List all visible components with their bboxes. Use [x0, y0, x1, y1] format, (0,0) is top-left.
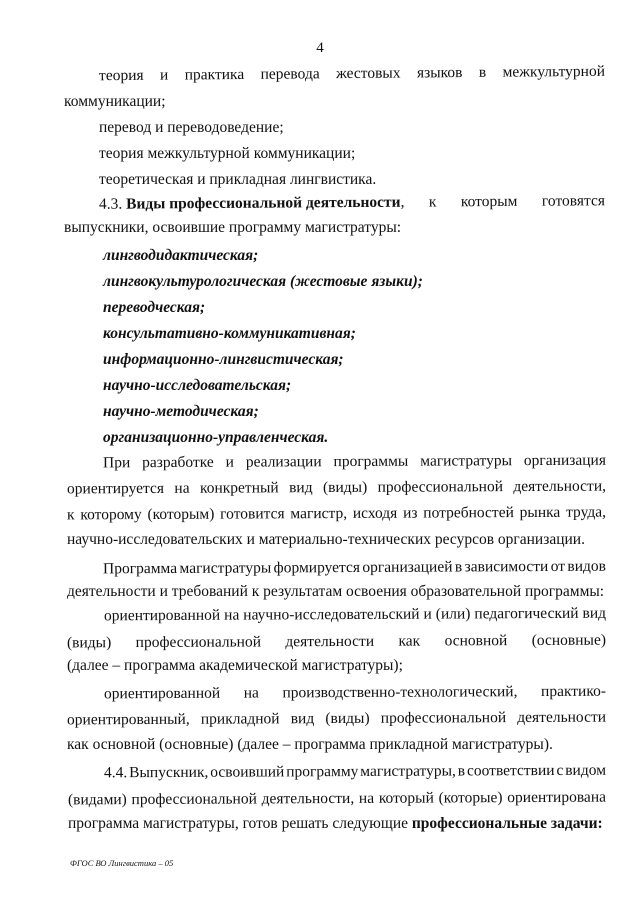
word: труда,: [566, 503, 607, 521]
word: из: [403, 504, 418, 522]
section-44-line-2: [68, 788, 606, 811]
word: на: [224, 606, 240, 624]
word: освоивший: [210, 763, 285, 781]
word: профессиональной: [377, 478, 504, 496]
para-forms-line-2: деятельности и требований к результатам освоения образовательной программы:: [67, 583, 605, 600]
word: в: [478, 63, 487, 81]
activity-item: лингводидактическая;: [103, 247, 259, 264]
para-dev-line-2: [67, 477, 606, 500]
word: теория: [98, 66, 144, 85]
word: которому: [80, 506, 142, 524]
word: программы: [333, 452, 409, 471]
word: рынка: [519, 503, 561, 522]
section-44-line-3: [68, 814, 603, 834]
intro-line-1: [99, 62, 605, 86]
section-number: 4.3.: [98, 195, 123, 213]
word: (которым): [147, 505, 215, 523]
word: научно-исследовательский: [243, 605, 420, 624]
word: организацией: [362, 558, 453, 576]
section-44-line-1: [104, 761, 606, 784]
word: видом: [565, 761, 607, 779]
word: перевода: [260, 65, 320, 83]
section-43-heading-group: [99, 193, 405, 215]
para-dev-line-1: [103, 451, 606, 474]
word: (видами): [67, 791, 127, 809]
word: При: [102, 454, 131, 472]
word: производственно-технологический,: [282, 683, 518, 702]
word: (основные): [531, 631, 607, 649]
word: Программа: [102, 559, 178, 578]
word: 4.4.: [103, 764, 128, 782]
word: жестовых: [336, 64, 401, 83]
word: которым: [460, 192, 518, 211]
para-applied-line-2: [67, 708, 606, 731]
word: ориентируется: [66, 479, 165, 498]
word: прикладной: [200, 710, 280, 728]
word: и: [423, 605, 432, 623]
word: как: [398, 632, 421, 650]
word: потребностей: [423, 504, 514, 522]
word: к: [428, 193, 437, 211]
page-number: 4: [316, 40, 324, 56]
list-item: перевод и переводоведение;: [99, 119, 284, 136]
para-applied-line-1: [104, 682, 606, 705]
word: разработке: [142, 453, 214, 472]
activity-item: научно-методическая;: [103, 403, 259, 420]
word: ориентированной: [103, 606, 221, 625]
word: межкультурной: [502, 62, 606, 81]
word: магистратуры: [179, 559, 272, 577]
professional-tasks-heading: профессиональные задачи:: [411, 815, 603, 832]
activity-item: переводческая;: [103, 299, 206, 316]
word: педагогический: [474, 604, 579, 623]
activity-item: организационно-управленческая.: [103, 429, 329, 446]
word: вид: [582, 604, 607, 622]
word: ,: [400, 193, 405, 211]
word: ориентированный,: [66, 710, 190, 729]
word: с: [556, 761, 564, 779]
word: готовятся: [541, 192, 606, 210]
word: на: [243, 684, 259, 702]
word: ориентированной: [103, 684, 221, 703]
word: магистр,: [290, 504, 348, 523]
word: конкретный: [199, 479, 279, 497]
para-dev-line-4: научно-исследовательских и материально-технических ресурсов организации.: [67, 531, 585, 548]
word: программу: [286, 762, 359, 781]
word: который: [378, 789, 434, 807]
para-academic-line-1: [104, 604, 606, 627]
word: видов: [567, 557, 607, 575]
word: и: [159, 66, 169, 84]
word: вид: [290, 710, 315, 728]
word: на: [174, 479, 190, 497]
word: (виды): [66, 634, 112, 652]
word: исходя: [352, 504, 398, 522]
activity-item: информационно-лингвистическая;: [103, 351, 344, 368]
footer-label: ФГОС ВО Лингвистика – 05: [70, 858, 174, 868]
word: зависимости: [464, 557, 549, 576]
word: формируется: [273, 558, 361, 577]
word: (или): [435, 605, 471, 623]
word: соответствии: [466, 761, 555, 780]
word: готовится: [220, 505, 285, 523]
para-academic-line-2: [67, 631, 606, 654]
word: организация: [523, 451, 607, 470]
word: вид: [289, 479, 313, 497]
word: и: [225, 453, 234, 471]
word: от: [550, 557, 566, 575]
word: профессиональной: [380, 709, 507, 727]
word: профессиональной: [131, 790, 257, 809]
activity-item: консультативно-коммуникативная;: [103, 325, 356, 342]
para-forms-line-1: [103, 557, 606, 580]
word: магистратуры: [420, 452, 513, 470]
word: основной: [444, 632, 508, 650]
word: языков: [416, 64, 463, 82]
activity-item: научно-исследовательская;: [103, 377, 292, 394]
word: Выпускник,: [129, 763, 209, 782]
list-item: теоретическая и прикладная лингвистика.: [99, 171, 377, 188]
word: к: [66, 506, 75, 524]
word: деятельности: [285, 632, 375, 651]
word: профессиональной: [135, 633, 262, 652]
word: в: [457, 762, 466, 780]
word: на: [358, 789, 375, 807]
word: деятельности,: [513, 477, 607, 496]
word: (виды): [325, 709, 370, 728]
word: реализации: [245, 453, 322, 471]
section-43-line-1: [99, 191, 605, 215]
word: ориентирована: [507, 788, 607, 807]
word: (виды): [322, 478, 368, 497]
word: в: [454, 558, 463, 576]
list-item: теория межкультурной коммуникации;: [99, 145, 356, 162]
section-44-text: программа магистратуры, готов решать следующие: [68, 815, 408, 832]
word: магистратуры,: [360, 762, 456, 780]
word: деятельности,: [261, 789, 355, 808]
para-academic-line-3: (далее – программа академической магистратуры);: [67, 657, 403, 674]
activity-item: лингвокультурологическая (жестовые языки);: [103, 273, 423, 290]
word: практика: [184, 65, 245, 84]
section-43-line-2: выпускники, освоившие программу магистратуры:: [64, 219, 402, 236]
para-dev-line-3: [67, 503, 606, 526]
intro-line-2: коммуникации;: [64, 93, 166, 110]
word: практико-: [540, 682, 607, 701]
para-applied-line-3: как основной (основные) (далее – программа прикладной магистратуры).: [67, 736, 553, 753]
word: (которые): [438, 789, 503, 807]
word: деятельности: [517, 708, 607, 727]
section-heading: Виды профессиональной деятельности: [126, 193, 401, 213]
